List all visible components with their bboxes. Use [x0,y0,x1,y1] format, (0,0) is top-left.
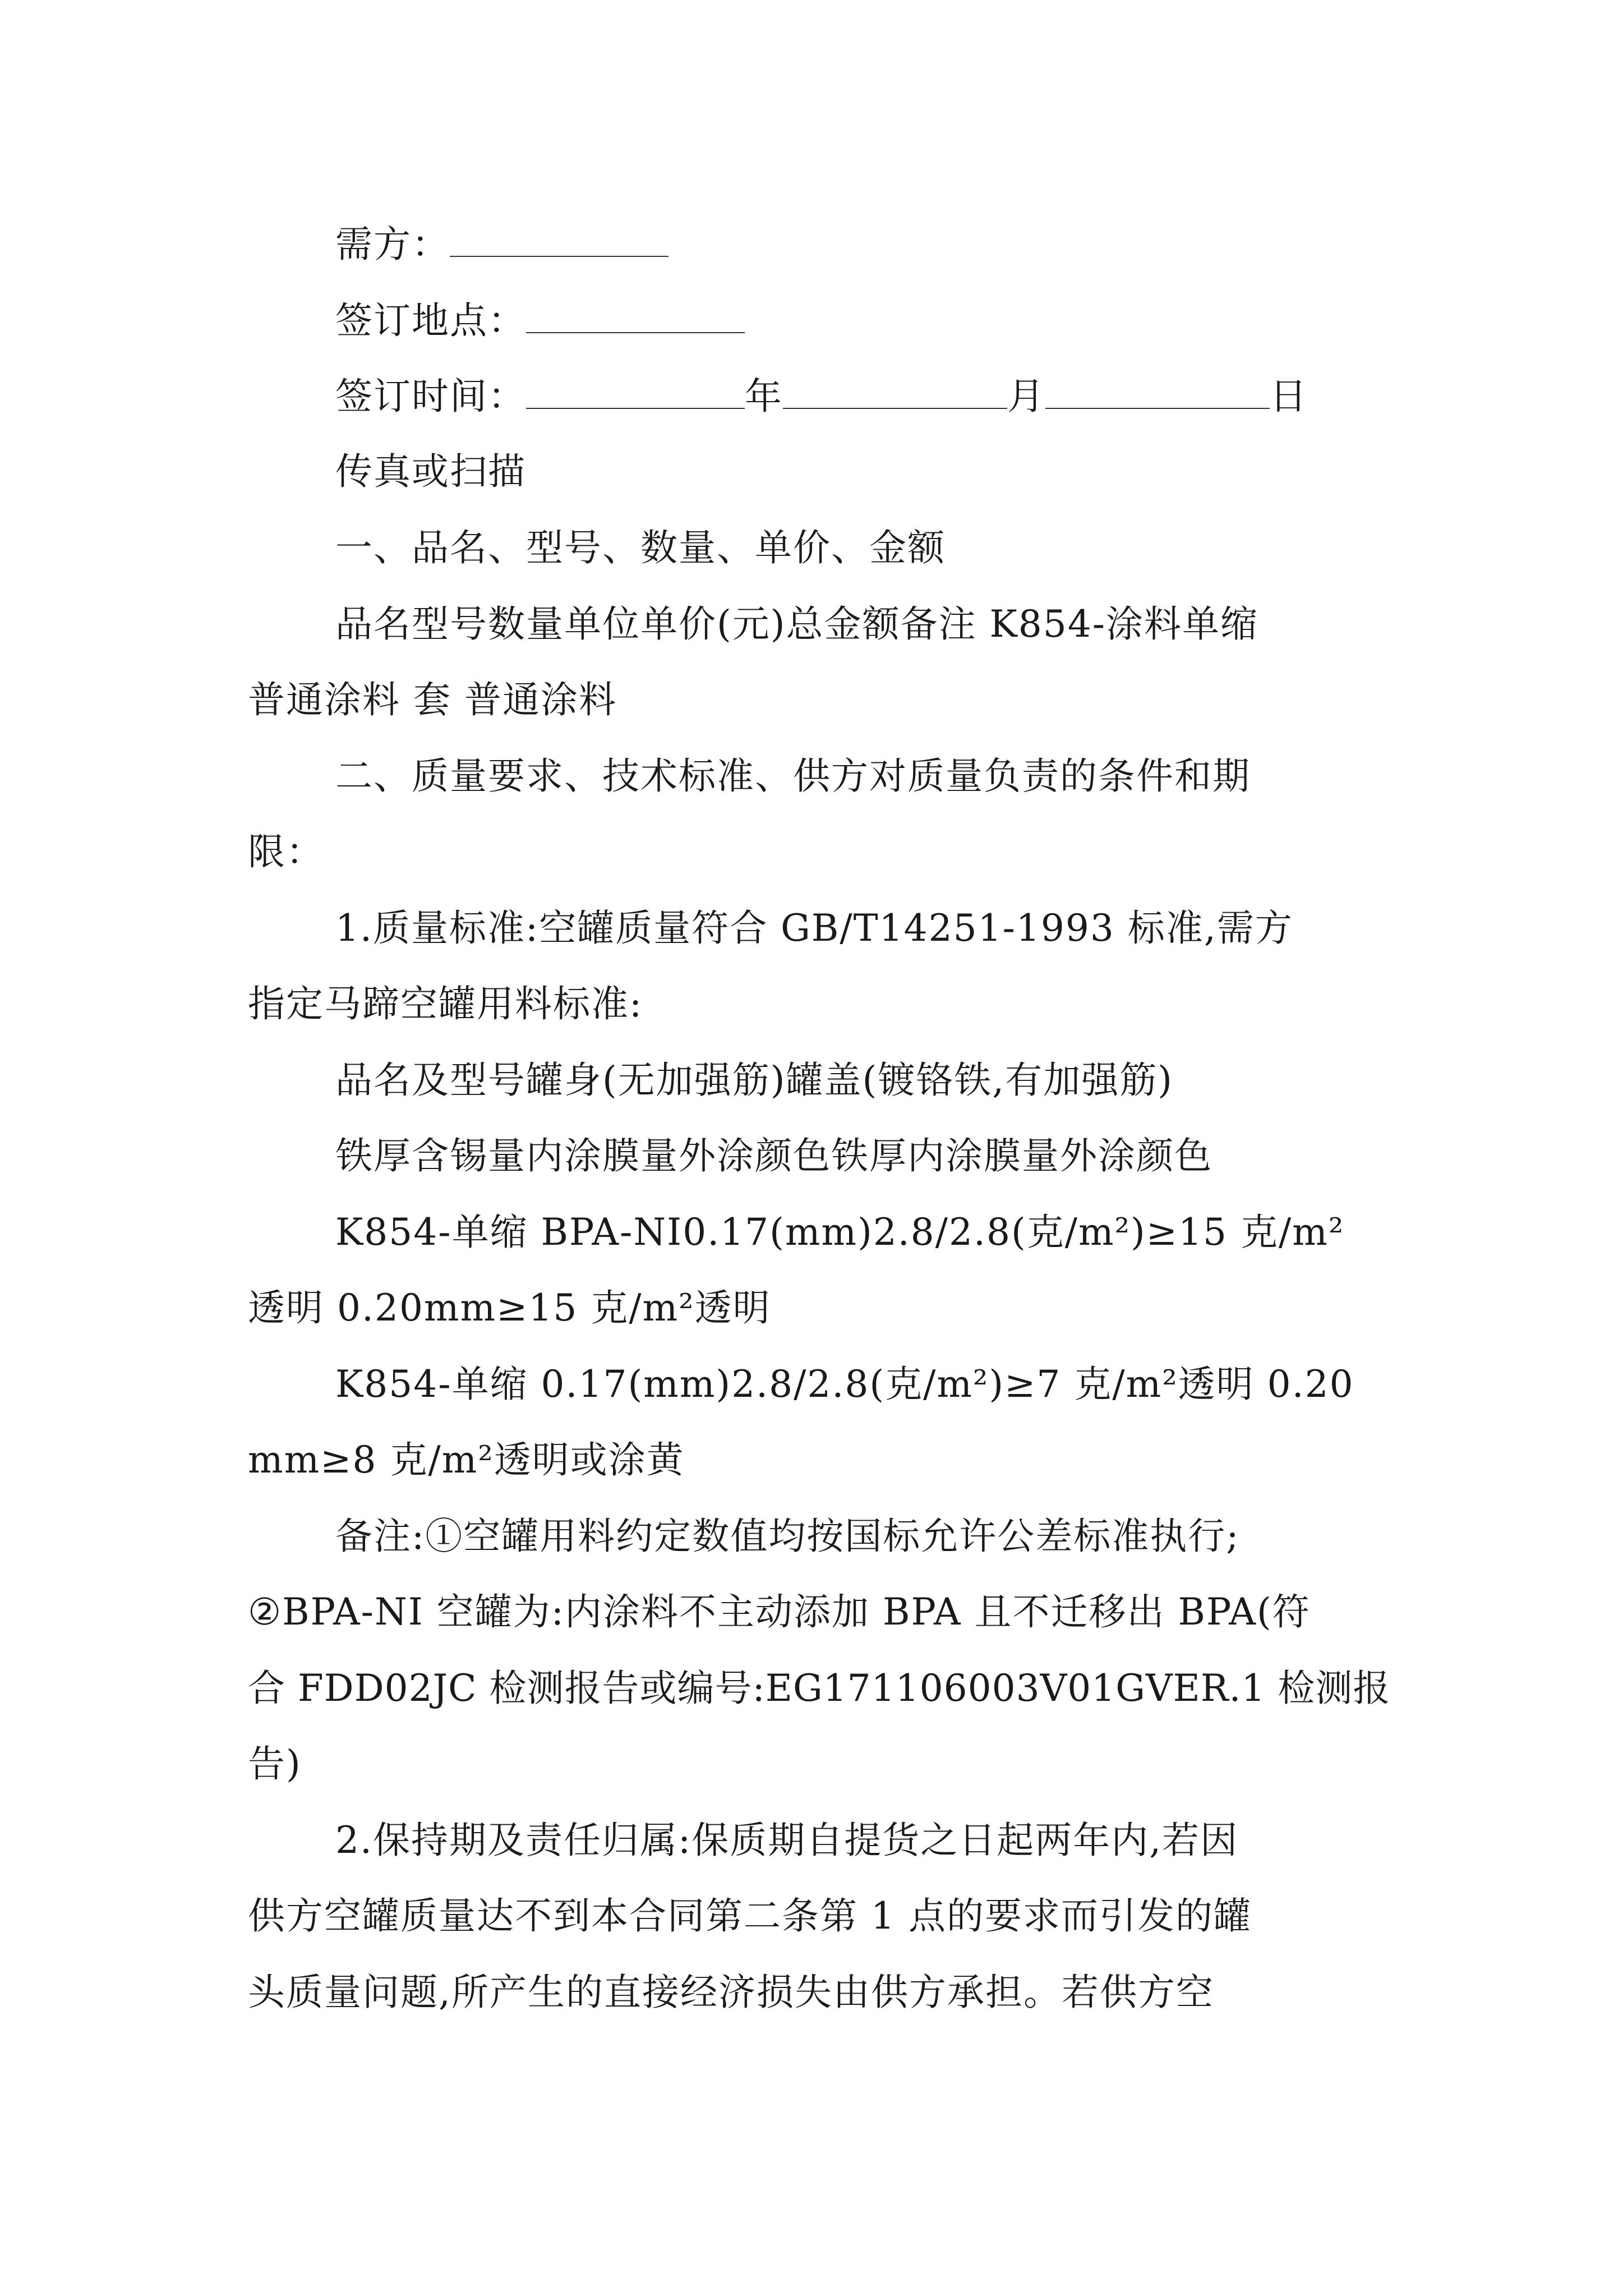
spec-row2-line2: mm≥8 克/m²透明或涂黄 [248,1438,685,1481]
warranty-line1: 2.保持期及责任归属:保质期自提货之日起两年内,若因 [335,1819,1239,1862]
year-label: 年 [745,375,783,418]
buyer-row [335,223,668,266]
spec-row2-line1: K854-单缩 0.17(mm)2.8/2.8(克/m²)≥7 克/m²透明 0.20 [335,1363,1354,1406]
fax-note: 传真或扫描 [335,450,526,493]
product-table-line2: 普通涂料 套 普通涂料 [248,678,617,721]
signing-place-label: 签订地点： [335,299,526,342]
spec-header-line1: 品名及型号罐身(无加强筋)罐盖(镀铬铁,有加强筋) [335,1059,1173,1102]
buyer-blank[interactable] [450,226,668,257]
day-blank[interactable] [1045,378,1270,409]
warranty-line3: 头质量问题,所产生的直接经济损失由供方承担。若供方空 [248,1971,1214,2014]
month-label: 月 [1007,375,1045,418]
section2-heading-line1: 二、质量要求、技术标准、供方对质量负责的条件和期 [335,754,1251,798]
section1-heading: 一、品名、型号、数量、单价、金额 [335,526,946,569]
quality-standard-line1: 1.质量标准:空罐质量符合 GB/T14251-1993 标准,需方 [335,907,1293,950]
quality-standard-line2: 指定马蹄空罐用料标准: [248,982,643,1025]
signing-place-blank[interactable] [526,302,745,333]
product-table-line1: 品名型号数量单位单价(元)总金额备注 K854-涂料单缩 [335,602,1259,646]
signing-place-row [335,299,745,342]
month-blank[interactable] [783,378,1007,409]
buyer-label: 需方： [335,223,450,266]
signing-time-row [335,375,1308,418]
spec-header-line2: 铁厚含锡量内涂膜量外涂颜色铁厚内涂膜量外涂颜色 [335,1134,1212,1177]
note-line3: 合 FDD02JC 检测报告或编号:EG171106003V01GVER.1 检测报 [248,1667,1391,1710]
warranty-line2: 供方空罐质量达不到本合同第二条第 1 点的要求而引发的罐 [248,1894,1252,1938]
note-line1: 备注:①空罐用料约定数值均按国标允许公差标准执行; [335,1515,1240,1558]
note-line2: ②BPA-NI 空罐为:内涂料不主动添加 BPA 且不迁移出 BPA(符 [248,1590,1311,1634]
note-line4: 告) [248,1742,302,1786]
spec-row1-line2: 透明 0.20mm≥15 克/m²透明 [248,1286,771,1329]
day-label: 日 [1270,375,1308,418]
section2-heading-line2: 限： [248,830,324,873]
signing-time-label: 签订时间： [335,375,526,418]
year-blank[interactable] [526,378,745,409]
spec-row1-line1: K854-单缩 BPA-NI0.17(mm)2.8/2.8(克/m²)≥15 克/m² [335,1211,1345,1254]
